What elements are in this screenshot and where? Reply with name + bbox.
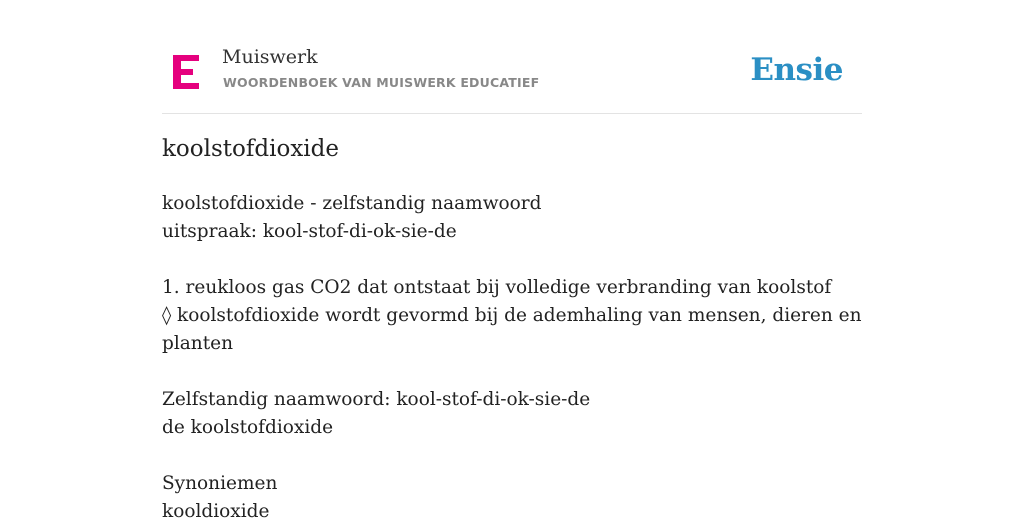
site-header [162, 0, 862, 114]
page-title: koolstofdioxide [162, 136, 339, 162]
synonyms-label: Synoniemen [162, 473, 278, 494]
synonym-item[interactable]: kooldioxide [162, 501, 270, 522]
entry-body [162, 190, 862, 526]
entry-pos-line: Zelfstandig naamwoord: kool-stof-di-ok-sie-de [162, 389, 591, 410]
entry-headline: koolstofdioxide - zelfstandig naamwoord [162, 193, 542, 214]
entry-pronunciation: uitspraak: kool-stof-di-ok-sie-de [162, 221, 457, 242]
spacer [162, 358, 862, 386]
spacer [162, 442, 862, 470]
brand-name[interactable]: Muiswerk [222, 46, 318, 68]
spacer [162, 246, 862, 274]
muiswerk-logo-icon[interactable] [173, 55, 201, 89]
entry-example: ◊ koolstofdioxide wordt gevormd bij de ademhaling van mensen, dieren en planten [162, 305, 862, 354]
entry-definition: 1. reukloos gas CO2 dat ontstaat bij volledige verbranding van koolstof [162, 277, 832, 298]
entry-article-line: de koolstofdioxide [162, 417, 334, 438]
page-container [162, 0, 862, 522]
ensie-logo[interactable]: Ensie [750, 52, 843, 88]
brand-tagline: WOORDENBOEK VAN MUISWERK EDUCATIEF [223, 75, 540, 90]
